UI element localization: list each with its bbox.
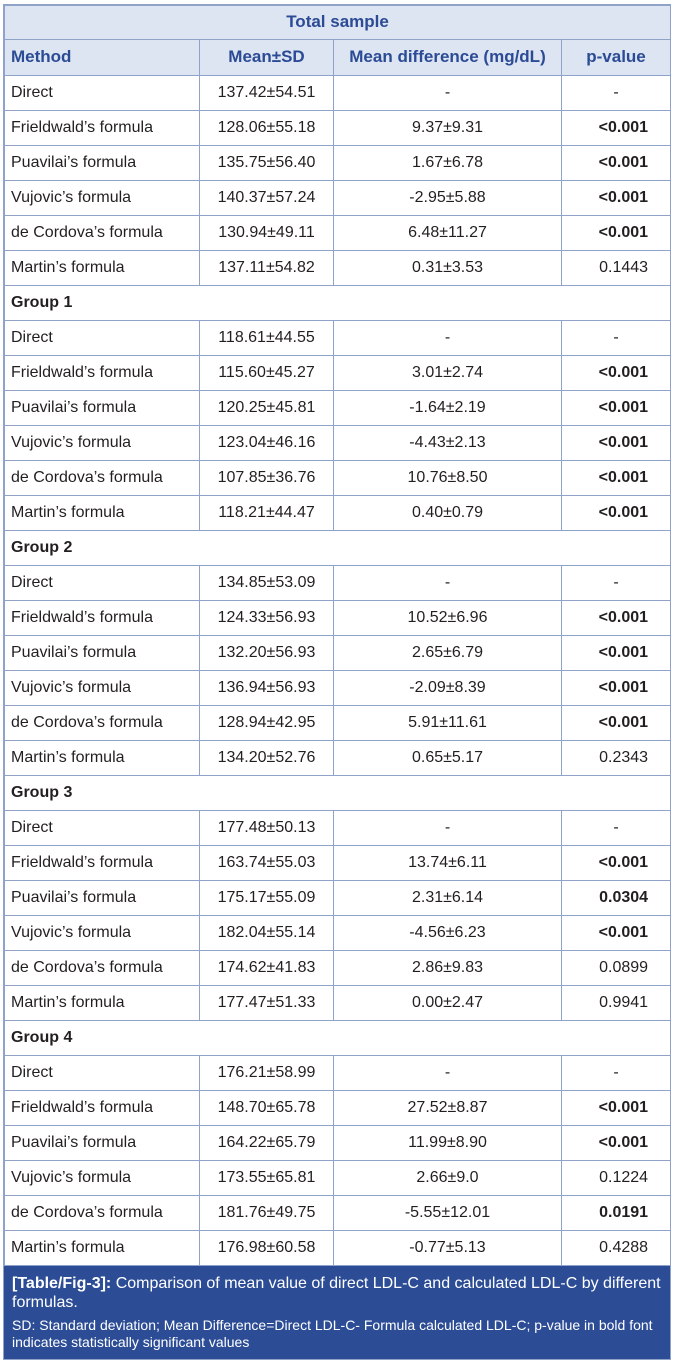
cell-mean-difference: - bbox=[334, 1056, 562, 1091]
cell-mean-sd: 176.98±60.58 bbox=[200, 1231, 334, 1266]
group-header-row bbox=[5, 1021, 671, 1056]
table-row bbox=[5, 881, 671, 916]
table-row bbox=[5, 846, 671, 881]
cell-mean-difference: -0.77±5.13 bbox=[334, 1231, 562, 1266]
cell-method: Puavilai’s formula bbox=[5, 636, 200, 671]
cell-mean-sd: 140.37±57.24 bbox=[200, 181, 334, 216]
cell-mean-difference: 1.67±6.78 bbox=[334, 146, 562, 181]
cell-p-value: <0.001 bbox=[562, 356, 671, 391]
cell-method: Vujovic’s formula bbox=[5, 671, 200, 706]
cell-mean-sd: 130.94±49.11 bbox=[200, 216, 334, 251]
cell-p-value: <0.001 bbox=[562, 671, 671, 706]
cell-p-value: <0.001 bbox=[562, 601, 671, 636]
ldl-comparison-table bbox=[4, 5, 671, 1266]
cell-p-value: <0.001 bbox=[562, 636, 671, 671]
cell-mean-difference: 2.31±6.14 bbox=[334, 881, 562, 916]
cell-mean-difference: -2.09±8.39 bbox=[334, 671, 562, 706]
cell-method: Direct bbox=[5, 1056, 200, 1091]
table-row bbox=[5, 496, 671, 531]
cell-mean-sd: 173.55±65.81 bbox=[200, 1161, 334, 1196]
cell-mean-difference: 0.40±0.79 bbox=[334, 496, 562, 531]
cell-mean-sd: 118.21±44.47 bbox=[200, 496, 334, 531]
table-row bbox=[5, 391, 671, 426]
table-row bbox=[5, 636, 671, 671]
group-header-row bbox=[5, 776, 671, 811]
cell-p-value: <0.001 bbox=[562, 706, 671, 741]
cell-mean-difference: 3.01±2.74 bbox=[334, 356, 562, 391]
table-row bbox=[5, 356, 671, 391]
cell-method: Vujovic’s formula bbox=[5, 426, 200, 461]
cell-mean-difference: 0.65±5.17 bbox=[334, 741, 562, 776]
cell-p-value: 0.0191 bbox=[562, 1196, 671, 1231]
group-label: Group 1 bbox=[5, 286, 671, 321]
cell-method: Puavilai’s formula bbox=[5, 146, 200, 181]
table-row bbox=[5, 951, 671, 986]
column-header-method: Method bbox=[5, 40, 200, 76]
cell-mean-sd: 175.17±55.09 bbox=[200, 881, 334, 916]
cell-method: Puavilai’s formula bbox=[5, 391, 200, 426]
cell-p-value: <0.001 bbox=[562, 111, 671, 146]
cell-p-value: 0.1224 bbox=[562, 1161, 671, 1196]
cell-mean-sd: 182.04±55.14 bbox=[200, 916, 334, 951]
table-row bbox=[5, 146, 671, 181]
cell-mean-difference: -4.43±2.13 bbox=[334, 426, 562, 461]
table-row bbox=[5, 671, 671, 706]
cell-mean-difference: 13.74±6.11 bbox=[334, 846, 562, 881]
table-row bbox=[5, 601, 671, 636]
cell-mean-sd: 181.76±49.75 bbox=[200, 1196, 334, 1231]
cell-mean-sd: 164.22±65.79 bbox=[200, 1126, 334, 1161]
cell-mean-sd: 176.21±58.99 bbox=[200, 1056, 334, 1091]
table-row bbox=[5, 706, 671, 741]
cell-mean-difference: 9.37±9.31 bbox=[334, 111, 562, 146]
cell-p-value: 0.0899 bbox=[562, 951, 671, 986]
table-row bbox=[5, 741, 671, 776]
cell-method: Frieldwald’s formula bbox=[5, 601, 200, 636]
cell-method: Vujovic’s formula bbox=[5, 1161, 200, 1196]
table-row bbox=[5, 216, 671, 251]
cell-mean-difference: 5.91±11.61 bbox=[334, 706, 562, 741]
cell-p-value: 0.2343 bbox=[562, 741, 671, 776]
cell-method: Martin’s formula bbox=[5, 741, 200, 776]
cell-p-value: <0.001 bbox=[562, 426, 671, 461]
cell-mean-sd: 132.20±56.93 bbox=[200, 636, 334, 671]
table-row bbox=[5, 1091, 671, 1126]
cell-method: Direct bbox=[5, 566, 200, 601]
cell-mean-sd: 128.94±42.95 bbox=[200, 706, 334, 741]
cell-mean-difference: 11.99±8.90 bbox=[334, 1126, 562, 1161]
cell-method: Puavilai’s formula bbox=[5, 1126, 200, 1161]
table-row bbox=[5, 1231, 671, 1266]
cell-method: de Cordova’s formula bbox=[5, 706, 200, 741]
cell-mean-sd: 134.85±53.09 bbox=[200, 566, 334, 601]
table-row bbox=[5, 1196, 671, 1231]
cell-mean-sd: 118.61±44.55 bbox=[200, 321, 334, 356]
cell-p-value: - bbox=[562, 811, 671, 846]
cell-mean-difference: 0.31±3.53 bbox=[334, 251, 562, 286]
figure-caption bbox=[4, 1266, 670, 1359]
cell-mean-difference: 0.00±2.47 bbox=[334, 986, 562, 1021]
cell-mean-sd: 163.74±55.03 bbox=[200, 846, 334, 881]
cell-method: Martin’s formula bbox=[5, 986, 200, 1021]
caption-note: SD: Standard deviation; Mean Difference=Direct LDL-C- Formula calculated LDL-C; p-value in bold font indicates statistically significant values bbox=[12, 1317, 653, 1350]
cell-mean-sd: 177.48±50.13 bbox=[200, 811, 334, 846]
cell-p-value: 0.4288 bbox=[562, 1231, 671, 1266]
table-row bbox=[5, 426, 671, 461]
cell-mean-difference: - bbox=[334, 811, 562, 846]
cell-p-value: 0.1443 bbox=[562, 251, 671, 286]
table-title-row bbox=[5, 6, 671, 40]
cell-mean-difference: -4.56±6.23 bbox=[334, 916, 562, 951]
cell-mean-sd: 120.25±45.81 bbox=[200, 391, 334, 426]
caption-main bbox=[12, 1274, 662, 1312]
cell-p-value: - bbox=[562, 566, 671, 601]
cell-mean-difference: - bbox=[334, 76, 562, 111]
cell-mean-sd: 134.20±52.76 bbox=[200, 741, 334, 776]
table-title: Total sample bbox=[5, 6, 671, 40]
cell-mean-difference: - bbox=[334, 321, 562, 356]
group-label: Group 4 bbox=[5, 1021, 671, 1056]
cell-method: de Cordova’s formula bbox=[5, 461, 200, 496]
cell-mean-sd: 136.94±56.93 bbox=[200, 671, 334, 706]
table-row bbox=[5, 566, 671, 601]
cell-mean-difference: -2.95±5.88 bbox=[334, 181, 562, 216]
cell-p-value: <0.001 bbox=[562, 1091, 671, 1126]
cell-mean-sd: 135.75±56.40 bbox=[200, 146, 334, 181]
cell-mean-difference: 27.52±8.87 bbox=[334, 1091, 562, 1126]
cell-p-value: <0.001 bbox=[562, 146, 671, 181]
table-row bbox=[5, 1161, 671, 1196]
cell-mean-difference: 6.48±11.27 bbox=[334, 216, 562, 251]
table-row bbox=[5, 1056, 671, 1091]
group-header-row bbox=[5, 286, 671, 321]
cell-method: Frieldwald’s formula bbox=[5, 111, 200, 146]
cell-method: Direct bbox=[5, 76, 200, 111]
cell-p-value: <0.001 bbox=[562, 391, 671, 426]
table-row bbox=[5, 461, 671, 496]
caption-text: Comparison of mean value of direct LDL-C and calculated LDL-C by different formulas. bbox=[12, 1275, 661, 1311]
cell-p-value: 0.0304 bbox=[562, 881, 671, 916]
cell-mean-sd: 124.33±56.93 bbox=[200, 601, 334, 636]
cell-p-value: <0.001 bbox=[562, 461, 671, 496]
column-header-mean-sd: Mean±SD bbox=[200, 40, 334, 76]
cell-method: Frieldwald’s formula bbox=[5, 356, 200, 391]
table-row bbox=[5, 321, 671, 356]
cell-mean-difference: 10.76±8.50 bbox=[334, 461, 562, 496]
table-row bbox=[5, 986, 671, 1021]
table-row bbox=[5, 251, 671, 286]
cell-mean-difference: 2.65±6.79 bbox=[334, 636, 562, 671]
cell-p-value: - bbox=[562, 1056, 671, 1091]
cell-method: Puavilai’s formula bbox=[5, 881, 200, 916]
table-row bbox=[5, 916, 671, 951]
cell-method: de Cordova’s formula bbox=[5, 216, 200, 251]
cell-mean-sd: 128.06±55.18 bbox=[200, 111, 334, 146]
cell-p-value: <0.001 bbox=[562, 846, 671, 881]
table-body bbox=[5, 76, 671, 1266]
cell-p-value: <0.001 bbox=[562, 1126, 671, 1161]
cell-mean-difference: 2.86±9.83 bbox=[334, 951, 562, 986]
group-label: Group 3 bbox=[5, 776, 671, 811]
cell-mean-sd: 123.04±46.16 bbox=[200, 426, 334, 461]
cell-method: de Cordova’s formula bbox=[5, 951, 200, 986]
cell-mean-difference: 10.52±6.96 bbox=[334, 601, 562, 636]
cell-p-value: 0.9941 bbox=[562, 986, 671, 1021]
table-row bbox=[5, 111, 671, 146]
cell-mean-difference: -1.64±2.19 bbox=[334, 391, 562, 426]
column-header-mean-difference: Mean difference (mg/dL) bbox=[334, 40, 562, 76]
column-header-p-value: p-value bbox=[562, 40, 671, 76]
cell-p-value: <0.001 bbox=[562, 216, 671, 251]
cell-p-value: <0.001 bbox=[562, 181, 671, 216]
cell-method: de Cordova’s formula bbox=[5, 1196, 200, 1231]
cell-mean-difference: -5.55±12.01 bbox=[334, 1196, 562, 1231]
table-row bbox=[5, 1126, 671, 1161]
cell-mean-difference: - bbox=[334, 566, 562, 601]
cell-mean-sd: 107.85±36.76 bbox=[200, 461, 334, 496]
table-row bbox=[5, 181, 671, 216]
cell-method: Direct bbox=[5, 321, 200, 356]
cell-method: Frieldwald’s formula bbox=[5, 1091, 200, 1126]
cell-mean-sd: 137.11±54.82 bbox=[200, 251, 334, 286]
cell-p-value: <0.001 bbox=[562, 496, 671, 531]
cell-method: Vujovic’s formula bbox=[5, 916, 200, 951]
cell-method: Vujovic’s formula bbox=[5, 181, 200, 216]
cell-method: Martin’s formula bbox=[5, 251, 200, 286]
table-row bbox=[5, 76, 671, 111]
cell-mean-sd: 137.42±54.51 bbox=[200, 76, 334, 111]
cell-mean-sd: 148.70±65.78 bbox=[200, 1091, 334, 1126]
cell-p-value: <0.001 bbox=[562, 916, 671, 951]
cell-method: Martin’s formula bbox=[5, 496, 200, 531]
cell-p-value: - bbox=[562, 76, 671, 111]
cell-method: Direct bbox=[5, 811, 200, 846]
cell-mean-sd: 177.47±51.33 bbox=[200, 986, 334, 1021]
cell-mean-sd: 174.62±41.83 bbox=[200, 951, 334, 986]
group-header-row bbox=[5, 531, 671, 566]
cell-mean-difference: 2.66±9.0 bbox=[334, 1161, 562, 1196]
cell-method: Frieldwald’s formula bbox=[5, 846, 200, 881]
cell-mean-sd: 115.60±45.27 bbox=[200, 356, 334, 391]
cell-method: Martin’s formula bbox=[5, 1231, 200, 1266]
caption-label: [Table/Fig-3]: bbox=[12, 1275, 112, 1292]
column-header-row bbox=[5, 40, 671, 76]
group-label: Group 2 bbox=[5, 531, 671, 566]
table-row bbox=[5, 811, 671, 846]
table-figure bbox=[3, 4, 671, 1360]
cell-p-value: - bbox=[562, 321, 671, 356]
